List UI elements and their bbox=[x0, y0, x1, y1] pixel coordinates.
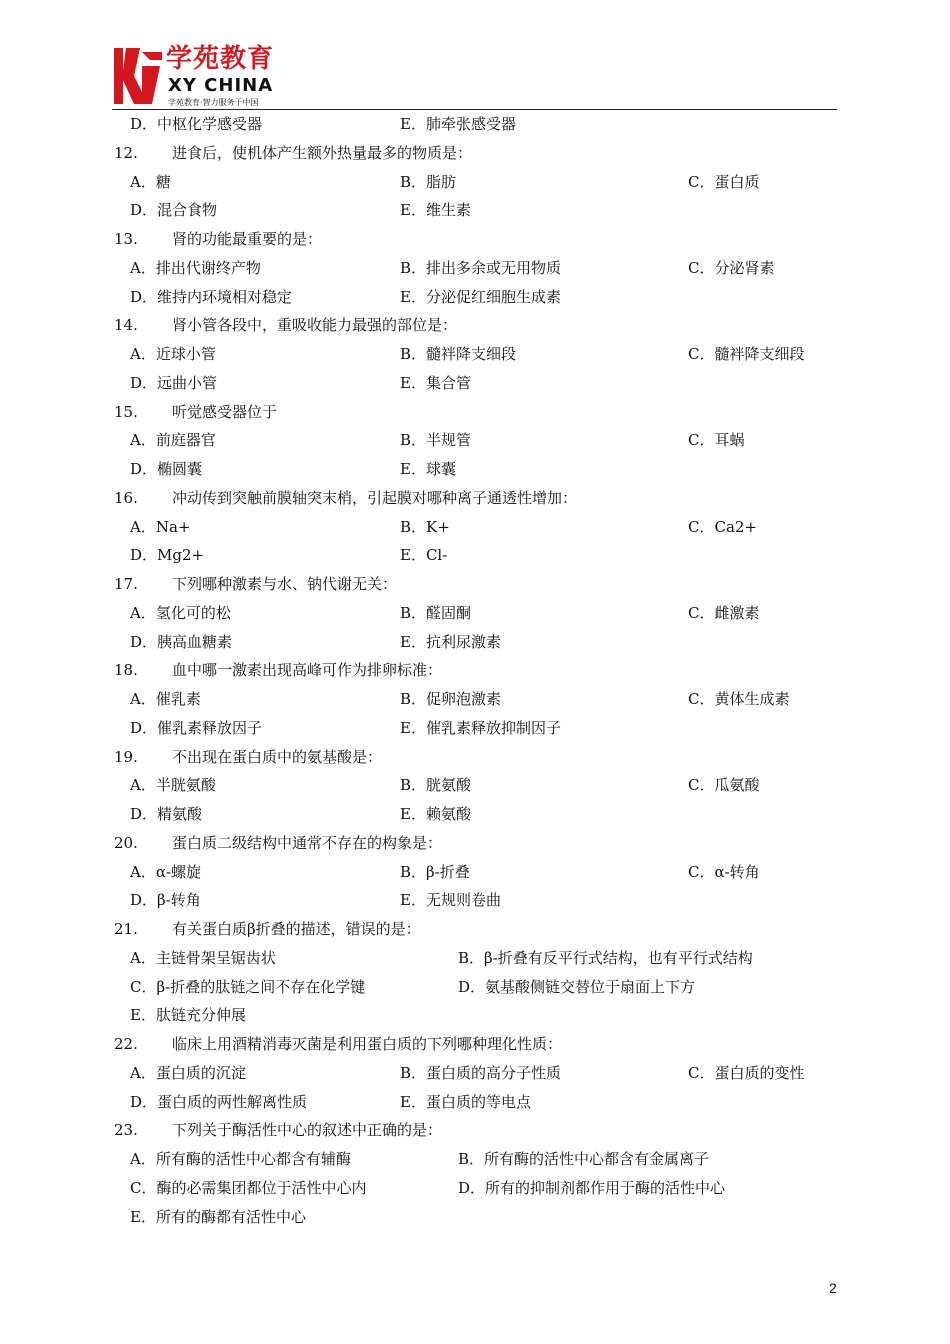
option-row bbox=[0, 800, 950, 829]
question-stem-row bbox=[0, 829, 950, 858]
answer-option: B．所有酶的活性中心都含有金属离子 bbox=[458, 1150, 710, 1168]
answer-option: B．β-折叠 bbox=[400, 862, 470, 881]
answer-option: A．Na+ bbox=[130, 517, 191, 536]
question-number: 19. bbox=[114, 747, 138, 766]
option-row bbox=[0, 628, 950, 657]
question-number: 16. bbox=[114, 488, 138, 507]
question-text: 冲动传到突触前膜轴突末梢，引起膜对哪种离子通透性增加： bbox=[172, 488, 578, 507]
answer-option: D．蛋白质的两性解离性质 bbox=[130, 1092, 308, 1111]
question-text: 血中哪一激素出现高峰可作为排卵标准： bbox=[172, 661, 443, 680]
question-number: 23. bbox=[114, 1121, 138, 1140]
question-list bbox=[0, 110, 950, 1231]
answer-option: C．髓袢降支细段 bbox=[688, 345, 805, 363]
option-row bbox=[0, 858, 950, 887]
option-row bbox=[0, 110, 950, 139]
option-row bbox=[0, 886, 950, 915]
question-stem-row bbox=[0, 1030, 950, 1059]
answer-option: E．抗利尿激素 bbox=[400, 632, 501, 651]
option-e: E．肺牵张感受器 bbox=[400, 115, 516, 133]
question-stem-row bbox=[0, 484, 950, 513]
answer-option: A．近球小管 bbox=[130, 345, 216, 363]
option-row bbox=[0, 1059, 950, 1088]
option-row bbox=[0, 1001, 950, 1030]
option-row bbox=[0, 513, 950, 542]
question-text: 有关蛋白质β折叠的描述，错误的是： bbox=[172, 920, 421, 938]
answer-option: C．耳蜗 bbox=[688, 431, 745, 450]
answer-option: E．分泌促红细胞生成素 bbox=[400, 287, 561, 306]
logo-english-text: XY CHINA bbox=[168, 75, 274, 96]
answer-option: B．K+ bbox=[400, 517, 450, 536]
option-row bbox=[0, 1145, 950, 1174]
answer-option: C．分泌肾素 bbox=[688, 258, 775, 277]
logo-chinese-text: 学苑教育 bbox=[166, 44, 275, 74]
option-d: D．中枢化学感受器 bbox=[130, 115, 263, 133]
question-stem-row bbox=[0, 311, 950, 340]
question-text: 肾的功能最重要的是： bbox=[172, 230, 323, 248]
question-number: 21. bbox=[114, 920, 138, 938]
answer-option: A．主链骨架呈锯齿状 bbox=[130, 948, 276, 967]
option-row bbox=[0, 254, 950, 283]
question-text: 进食后，使机体产生额外热量最多的物质是： bbox=[172, 143, 473, 162]
question-number: 14. bbox=[114, 316, 138, 335]
answer-option: A．糖 bbox=[130, 172, 171, 191]
option-row bbox=[0, 541, 950, 570]
answer-option: A．所有酶的活性中心都含有辅酶 bbox=[130, 1150, 351, 1168]
answer-option: C．Ca2+ bbox=[688, 517, 758, 536]
question-stem-row bbox=[0, 139, 950, 168]
option-row bbox=[0, 1088, 950, 1117]
answer-option: E．集合管 bbox=[400, 373, 471, 392]
option-row bbox=[0, 455, 950, 484]
answer-option: A．氢化可的松 bbox=[130, 603, 231, 622]
question-stem-row bbox=[0, 743, 950, 772]
answer-option: B．脂肪 bbox=[400, 172, 457, 191]
question-text: 下列哪种激素与水、钠代谢无关： bbox=[172, 575, 398, 593]
option-row bbox=[0, 340, 950, 369]
question-stem-row bbox=[0, 656, 950, 685]
question-number: 13. bbox=[114, 230, 138, 248]
answer-option: E．催乳素释放抑制因子 bbox=[400, 718, 561, 737]
answer-option: C．蛋白质 bbox=[688, 172, 760, 191]
answer-option: E．所有的酶都有活性中心 bbox=[130, 1207, 306, 1226]
logo bbox=[112, 44, 282, 110]
answer-option: E．球囊 bbox=[400, 460, 456, 478]
question-text: 肾小管各段中，重吸收能力最强的部位是： bbox=[172, 316, 458, 335]
answer-option: D．混合食物 bbox=[130, 201, 218, 220]
answer-option: A．催乳素 bbox=[130, 690, 201, 708]
logo-slogan: 学苑教育·智力服务于中国 bbox=[168, 98, 259, 107]
option-row bbox=[0, 1174, 950, 1203]
question-stem-row bbox=[0, 915, 950, 944]
answer-option: B．β-折叠有反平行式结构，也有平行式结构 bbox=[458, 948, 753, 967]
question-stem-row bbox=[0, 225, 950, 254]
option-row bbox=[0, 283, 950, 312]
answer-option: E．无规则卷曲 bbox=[400, 891, 501, 910]
option-row bbox=[0, 196, 950, 225]
option-row bbox=[0, 771, 950, 800]
answer-option: D．精氨酸 bbox=[130, 805, 203, 823]
logo-mark-icon bbox=[112, 44, 164, 108]
option-row bbox=[0, 944, 950, 973]
answer-option: B．髓袢降支细段 bbox=[400, 345, 517, 363]
answer-option: D．椭圆囊 bbox=[130, 460, 203, 478]
answer-option: D．催乳素释放因子 bbox=[130, 718, 263, 737]
answer-option: E．蛋白质的等电点 bbox=[400, 1092, 531, 1111]
answer-option: D．β-转角 bbox=[130, 891, 201, 910]
answer-option: B．醛固酮 bbox=[400, 603, 472, 622]
answer-option: B．胱氨酸 bbox=[400, 776, 472, 795]
question-text: 下列关于酶活性中心的叙述中正确的是： bbox=[172, 1121, 443, 1140]
answer-option: B．排出多余或无用物质 bbox=[400, 258, 562, 277]
answer-option: D．氨基酸侧链交替位于扇面上下方 bbox=[458, 977, 696, 996]
question-number: 22. bbox=[114, 1035, 138, 1053]
option-row bbox=[0, 1203, 950, 1232]
question-number: 12. bbox=[114, 143, 138, 162]
option-row bbox=[0, 426, 950, 455]
question-stem-row bbox=[0, 570, 950, 599]
answer-option: E．赖氨酸 bbox=[400, 805, 471, 823]
answer-option: B．蛋白质的高分子性质 bbox=[400, 1063, 562, 1082]
option-row bbox=[0, 168, 950, 197]
answer-option: D．所有的抑制剂都作用于酶的活性中心 bbox=[458, 1178, 726, 1197]
answer-option: C．α-转角 bbox=[688, 862, 760, 881]
option-row bbox=[0, 973, 950, 1002]
option-row bbox=[0, 599, 950, 628]
answer-option: C．酶的必需集团都位于活性中心内 bbox=[130, 1178, 367, 1197]
answer-option: D．胰高血糖素 bbox=[130, 632, 233, 651]
answer-option: B．促卵泡激素 bbox=[400, 690, 502, 708]
question-number: 20. bbox=[114, 833, 138, 852]
answer-option: E．肽链充分伸展 bbox=[130, 1006, 246, 1025]
question-text: 蛋白质二级结构中通常不存在的构象是： bbox=[172, 833, 443, 852]
option-row bbox=[0, 685, 950, 714]
answer-option: A．半胱氨酸 bbox=[130, 776, 216, 795]
page-number: 2 bbox=[829, 1280, 837, 1296]
answer-option: D．远曲小管 bbox=[130, 373, 218, 392]
answer-option: D．维持内环境相对稳定 bbox=[130, 287, 293, 306]
answer-option: D．Mg2+ bbox=[130, 546, 205, 565]
answer-option: A．蛋白质的沉淀 bbox=[130, 1063, 246, 1082]
question-text: 不出现在蛋白质中的氨基酸是： bbox=[172, 747, 383, 766]
question-number: 17. bbox=[114, 575, 138, 593]
question-stem-row bbox=[0, 398, 950, 427]
answer-option: A．前庭器官 bbox=[130, 431, 216, 450]
question-stem-row bbox=[0, 1116, 950, 1145]
answer-option: E．维生素 bbox=[400, 201, 471, 220]
option-row bbox=[0, 714, 950, 743]
answer-option: C．黄体生成素 bbox=[688, 690, 790, 708]
question-text: 听觉感受器位于 bbox=[172, 402, 278, 421]
question-number: 15. bbox=[114, 402, 138, 421]
question-number: 18. bbox=[114, 661, 138, 680]
answer-option: C．β-折叠的肽链之间不存在化学键 bbox=[130, 977, 366, 996]
answer-option: C．蛋白质的变性 bbox=[688, 1063, 805, 1082]
answer-option: C．雌激素 bbox=[688, 603, 760, 622]
answer-option: E．Cl- bbox=[400, 546, 448, 565]
answer-option: C．瓜氨酸 bbox=[688, 776, 760, 795]
question-text: 临床上用酒精消毒灭菌是利用蛋白质的下列哪种理化性质： bbox=[172, 1035, 563, 1053]
answer-option: A．α-螺旋 bbox=[130, 862, 202, 881]
answer-option: B．半规管 bbox=[400, 431, 472, 450]
option-row bbox=[0, 369, 950, 398]
answer-option: A．排出代谢终产物 bbox=[130, 258, 261, 277]
